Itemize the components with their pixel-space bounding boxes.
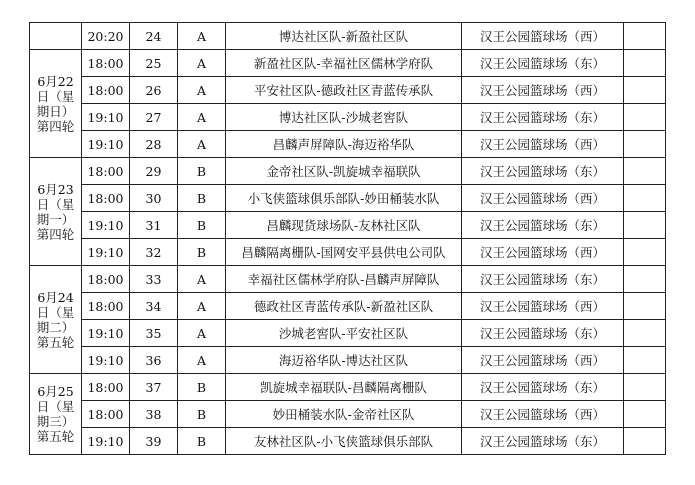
match-teams: 德政社区青蓝传承队-新盈社区队 <box>226 293 462 320</box>
day-round-cell <box>30 374 82 455</box>
table-row <box>30 266 666 293</box>
match-time: 18:00 <box>82 50 130 77</box>
match-time: 20:20 <box>82 23 130 50</box>
match-number: 24 <box>130 23 178 50</box>
match-number: 35 <box>130 320 178 347</box>
match-group: A <box>178 266 226 293</box>
match-time: 18:00 <box>82 185 130 212</box>
blank-cell <box>624 158 666 185</box>
match-venue: 汉王公园篮球场（东） <box>462 374 624 401</box>
match-group: B <box>178 239 226 266</box>
match-teams: 博达社区队-沙城老窖队 <box>226 104 462 131</box>
table-row <box>30 293 666 320</box>
match-time: 19:10 <box>82 239 130 266</box>
match-time: 19:10 <box>82 320 130 347</box>
table-row <box>30 401 666 428</box>
table-row <box>30 158 666 185</box>
match-group: B <box>178 428 226 455</box>
match-venue: 汉王公园篮球场（东） <box>462 50 624 77</box>
match-group: A <box>178 131 226 158</box>
blank-cell <box>624 50 666 77</box>
table-row <box>30 374 666 401</box>
table-row <box>30 320 666 347</box>
match-venue: 汉王公园篮球场（西） <box>462 185 624 212</box>
match-teams: 凯旋城幸福联队-昌麟隔离栅队 <box>226 374 462 401</box>
match-time: 19:10 <box>82 347 130 374</box>
match-group: B <box>178 374 226 401</box>
match-number: 26 <box>130 77 178 104</box>
match-group: A <box>178 320 226 347</box>
match-group: B <box>178 401 226 428</box>
blank-cell <box>624 77 666 104</box>
match-venue: 汉王公园篮球场（西） <box>462 23 624 50</box>
match-number: 32 <box>130 239 178 266</box>
match-group: A <box>178 50 226 77</box>
match-number: 28 <box>130 131 178 158</box>
match-number: 37 <box>130 374 178 401</box>
match-number: 25 <box>130 50 178 77</box>
match-time: 18:00 <box>82 401 130 428</box>
match-teams: 金帝社区队-凯旋城幸福联队 <box>226 158 462 185</box>
match-teams: 小飞侠篮球俱乐部队-妙田桶装水队 <box>226 185 462 212</box>
match-teams: 沙城老窖队-平安社区队 <box>226 320 462 347</box>
table-row <box>30 347 666 374</box>
match-number: 31 <box>130 212 178 239</box>
match-teams: 博达社区队-新盈社区队 <box>226 23 462 50</box>
day-round-label: 6月23日（星期一）第四轮 <box>36 181 75 242</box>
match-venue: 汉王公园篮球场（西） <box>462 401 624 428</box>
match-group: A <box>178 347 226 374</box>
day-round-label: 6月22日（星期日）第四轮 <box>36 73 75 134</box>
match-group: A <box>178 104 226 131</box>
match-venue: 汉王公园篮球场（东） <box>462 320 624 347</box>
match-time: 19:10 <box>82 212 130 239</box>
table-row <box>30 23 666 50</box>
match-time: 18:00 <box>82 293 130 320</box>
table-row <box>30 50 666 77</box>
match-teams: 昌麟声屏障队-海迈裕华队 <box>226 131 462 158</box>
match-group: A <box>178 293 226 320</box>
match-number: 27 <box>130 104 178 131</box>
match-time: 18:00 <box>82 266 130 293</box>
table-row <box>30 212 666 239</box>
match-venue: 汉王公园篮球场（东） <box>462 428 624 455</box>
match-venue: 汉王公园篮球场（东） <box>462 266 624 293</box>
blank-cell <box>624 266 666 293</box>
match-teams: 妙田桶装水队-金帝社区队 <box>226 401 462 428</box>
table-row <box>30 131 666 158</box>
table-row <box>30 77 666 104</box>
match-schedule-table <box>29 22 666 455</box>
match-teams: 昌麟现货球场队-友林社区队 <box>226 212 462 239</box>
match-time: 18:00 <box>82 77 130 104</box>
day-round-cell <box>30 23 82 50</box>
match-time: 18:00 <box>82 158 130 185</box>
blank-cell <box>624 293 666 320</box>
schedule-body <box>30 23 666 455</box>
day-round-cell <box>30 266 82 374</box>
match-teams: 平安社区队-德政社区青蓝传承队 <box>226 77 462 104</box>
match-group: A <box>178 77 226 104</box>
match-number: 30 <box>130 185 178 212</box>
blank-cell <box>624 374 666 401</box>
table-row <box>30 239 666 266</box>
match-time: 19:10 <box>82 104 130 131</box>
match-number: 36 <box>130 347 178 374</box>
match-number: 38 <box>130 401 178 428</box>
match-venue: 汉王公园篮球场（西） <box>462 77 624 104</box>
blank-cell <box>624 320 666 347</box>
match-group: B <box>178 185 226 212</box>
table-row <box>30 104 666 131</box>
blank-cell <box>624 23 666 50</box>
match-venue: 汉王公园篮球场（东） <box>462 158 624 185</box>
match-teams: 昌麟隔离栅队-国网安平县供电公司队 <box>226 239 462 266</box>
match-venue: 汉王公园篮球场（东） <box>462 212 624 239</box>
match-venue: 汉王公园篮球场（西） <box>462 293 624 320</box>
blank-cell <box>624 401 666 428</box>
match-venue: 汉王公园篮球场（西） <box>462 239 624 266</box>
match-time: 18:00 <box>82 374 130 401</box>
blank-cell <box>624 212 666 239</box>
match-number: 39 <box>130 428 178 455</box>
match-number: 34 <box>130 293 178 320</box>
blank-cell <box>624 347 666 374</box>
match-group: B <box>178 158 226 185</box>
match-time: 19:10 <box>82 428 130 455</box>
match-time: 19:10 <box>82 131 130 158</box>
day-round-label: 6月24日（星期二）第五轮 <box>36 289 75 350</box>
day-round-label: 6月25日（星期三）第五轮 <box>36 384 75 444</box>
match-group: B <box>178 212 226 239</box>
blank-cell <box>624 239 666 266</box>
day-round-cell <box>30 158 82 266</box>
match-number: 29 <box>130 158 178 185</box>
match-teams: 新盈社区队-幸福社区儒林学府队 <box>226 50 462 77</box>
table-row <box>30 185 666 212</box>
table-row <box>30 428 666 455</box>
day-round-cell <box>30 50 82 158</box>
match-group: A <box>178 23 226 50</box>
blank-cell <box>624 104 666 131</box>
match-venue: 汉王公园篮球场（西） <box>462 131 624 158</box>
blank-cell <box>624 185 666 212</box>
blank-cell <box>624 428 666 455</box>
match-venue: 汉王公园篮球场（东） <box>462 104 624 131</box>
match-teams: 友林社区队-小飞侠篮球俱乐部队 <box>226 428 462 455</box>
match-teams: 幸福社区儒林学府队-昌麟声屏障队 <box>226 266 462 293</box>
match-venue: 汉王公园篮球场（西） <box>462 347 624 374</box>
match-number: 33 <box>130 266 178 293</box>
match-teams: 海迈裕华队-博达社区队 <box>226 347 462 374</box>
blank-cell <box>624 131 666 158</box>
